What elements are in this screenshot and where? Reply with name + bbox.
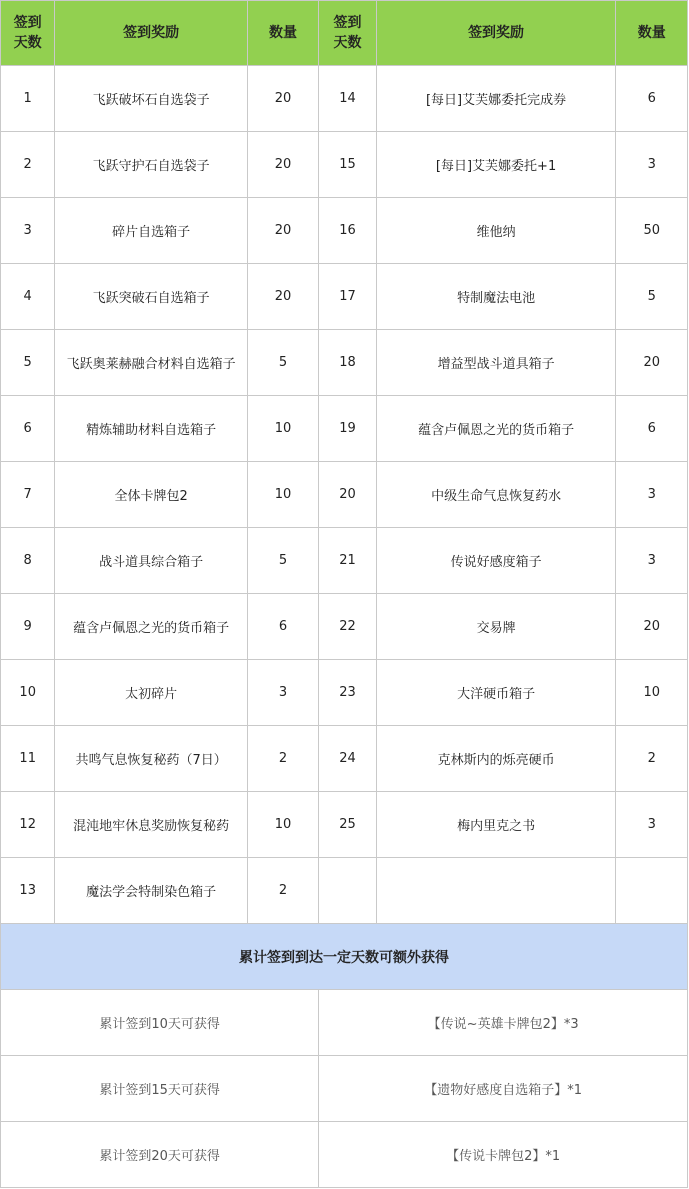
- table-row: [1, 198, 688, 264]
- qty-cell: 20: [247, 264, 319, 330]
- day-cell: 21: [319, 528, 376, 594]
- qty-cell: 20: [616, 330, 688, 396]
- header-reward-right: 签到奖励: [376, 1, 616, 66]
- day-cell: 9: [1, 594, 55, 660]
- reward-cell: 飞跃守护石自选袋子: [55, 132, 247, 198]
- day-cell: 17: [319, 264, 376, 330]
- bonus-row: [1, 1122, 688, 1188]
- day-cell: 1: [1, 66, 55, 132]
- day-cell: 16: [319, 198, 376, 264]
- header-day-line2: 天数: [13, 35, 42, 51]
- bonus-reward: 【遗物好感度自选箱子】*1: [319, 1056, 688, 1122]
- header-day-right: [319, 1, 376, 66]
- qty-cell: 3: [616, 462, 688, 528]
- qty-cell: 6: [616, 396, 688, 462]
- header-qty-left: 数量: [247, 1, 319, 66]
- reward-cell: 碎片自选箱子: [55, 198, 247, 264]
- reward-cell: 大洋硬币箱子: [376, 660, 616, 726]
- reward-cell: [376, 858, 616, 924]
- table-row: [1, 594, 688, 660]
- qty-cell: 20: [247, 66, 319, 132]
- day-cell: 8: [1, 528, 55, 594]
- qty-cell: 3: [616, 792, 688, 858]
- reward-cell: 传说好感度箱子: [376, 528, 616, 594]
- table-row: [1, 396, 688, 462]
- qty-cell: 10: [616, 660, 688, 726]
- day-cell: 7: [1, 462, 55, 528]
- qty-cell: 3: [616, 132, 688, 198]
- table-row: [1, 462, 688, 528]
- day-cell: 25: [319, 792, 376, 858]
- day-cell: 10: [1, 660, 55, 726]
- day-cell: 11: [1, 726, 55, 792]
- day-cell: 24: [319, 726, 376, 792]
- day-cell: 6: [1, 396, 55, 462]
- bonus-condition: 累计签到15天可获得: [1, 1056, 319, 1122]
- day-cell: 23: [319, 660, 376, 726]
- reward-cell: 特制魔法电池: [376, 264, 616, 330]
- day-cell: [319, 858, 376, 924]
- qty-cell: 5: [616, 264, 688, 330]
- qty-cell: 3: [247, 660, 319, 726]
- reward-cell: 全体卡牌包2: [55, 462, 247, 528]
- qty-cell: 2: [616, 726, 688, 792]
- table-row: [1, 330, 688, 396]
- reward-cell: 克林斯内的烁亮硬币: [376, 726, 616, 792]
- reward-cell: 精炼辅助材料自选箱子: [55, 396, 247, 462]
- header-reward-left: 签到奖励: [55, 1, 247, 66]
- day-cell: 2: [1, 132, 55, 198]
- reward-cell: [每日]艾芙娜委托完成券: [376, 66, 616, 132]
- bonus-title: 累计签到到达一定天数可额外获得: [1, 924, 688, 990]
- header-row: [1, 1, 688, 66]
- table-row: [1, 528, 688, 594]
- qty-cell: 2: [247, 726, 319, 792]
- qty-cell: 6: [616, 66, 688, 132]
- qty-cell: [616, 858, 688, 924]
- reward-cell: 飞跃破坏石自选袋子: [55, 66, 247, 132]
- bonus-reward: 【传说卡牌包2】*1: [319, 1122, 688, 1188]
- day-cell: 4: [1, 264, 55, 330]
- qty-cell: 2: [247, 858, 319, 924]
- qty-cell: 50: [616, 198, 688, 264]
- qty-cell: 5: [247, 330, 319, 396]
- day-cell: 20: [319, 462, 376, 528]
- day-cell: 22: [319, 594, 376, 660]
- qty-cell: 20: [247, 132, 319, 198]
- table-row: [1, 858, 688, 924]
- qty-cell: 3: [616, 528, 688, 594]
- reward-cell: 中级生命气息恢复药水: [376, 462, 616, 528]
- reward-cell: 交易牌: [376, 594, 616, 660]
- reward-cell: 混沌地牢休息奖励恢复秘药: [55, 792, 247, 858]
- header-qty-right: 数量: [616, 1, 688, 66]
- reward-cell: 梅内里克之书: [376, 792, 616, 858]
- reward-cell: 魔法学会特制染色箱子: [55, 858, 247, 924]
- reward-cell: [每日]艾芙娜委托+1: [376, 132, 616, 198]
- reward-cell: 太初碎片: [55, 660, 247, 726]
- table-row: [1, 660, 688, 726]
- reward-cell: 飞跃奥莱赫融合材料自选箱子: [55, 330, 247, 396]
- qty-cell: 20: [247, 198, 319, 264]
- qty-cell: 5: [247, 528, 319, 594]
- table-row: [1, 264, 688, 330]
- reward-cell: 战斗道具综合箱子: [55, 528, 247, 594]
- header-day-line1: 签到: [333, 15, 362, 31]
- qty-cell: 6: [247, 594, 319, 660]
- header-day-left: [1, 1, 55, 66]
- qty-cell: 20: [616, 594, 688, 660]
- table-row: [1, 726, 688, 792]
- qty-cell: 10: [247, 396, 319, 462]
- bonus-reward: 【传说~英雄卡牌包2】*3: [319, 990, 688, 1056]
- header-day-line1: 签到: [13, 15, 42, 31]
- bonus-title-row: [1, 924, 688, 990]
- day-cell: 13: [1, 858, 55, 924]
- bonus-row: [1, 990, 688, 1056]
- day-cell: 14: [319, 66, 376, 132]
- reward-cell: 增益型战斗道具箱子: [376, 330, 616, 396]
- bonus-condition: 累计签到20天可获得: [1, 1122, 319, 1188]
- header-day-line2: 天数: [333, 35, 362, 51]
- reward-cell: 蕴含卢佩恩之光的货币箱子: [55, 594, 247, 660]
- day-cell: 12: [1, 792, 55, 858]
- qty-cell: 10: [247, 462, 319, 528]
- bonus-condition: 累计签到10天可获得: [1, 990, 319, 1056]
- day-cell: 18: [319, 330, 376, 396]
- day-cell: 19: [319, 396, 376, 462]
- reward-cell: 飞跃突破石自选箱子: [55, 264, 247, 330]
- day-cell: 5: [1, 330, 55, 396]
- day-cell: 15: [319, 132, 376, 198]
- day-cell: 3: [1, 198, 55, 264]
- bonus-row: [1, 1056, 688, 1122]
- reward-cell: 共鸣气息恢复秘药（7日）: [55, 726, 247, 792]
- table-body: [1, 66, 688, 924]
- table-row: [1, 132, 688, 198]
- table-row: [1, 792, 688, 858]
- bonus-section: [1, 924, 688, 1188]
- reward-cell: 蕴含卢佩恩之光的货币箱子: [376, 396, 616, 462]
- table-row: [1, 66, 688, 132]
- reward-cell: 维他纳: [376, 198, 616, 264]
- qty-cell: 10: [247, 792, 319, 858]
